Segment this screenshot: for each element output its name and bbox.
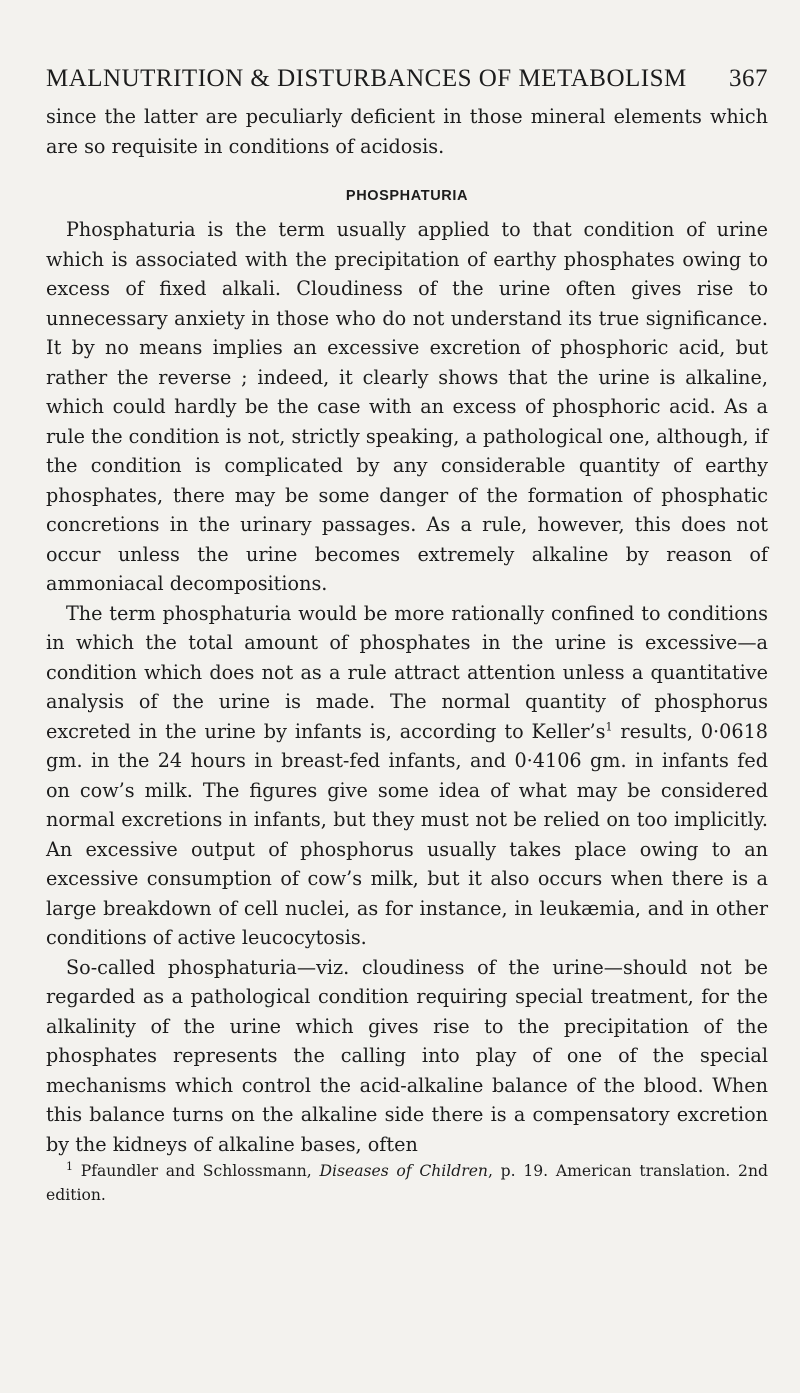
intro-paragraph: since the latter are peculiarly deficient in those mineral elements which are so requisite in conditions of acidosis. xyxy=(46,105,768,158)
running-head xyxy=(46,64,768,94)
section-heading: PHOSPHATURIA xyxy=(345,188,469,204)
page-number: 367 xyxy=(729,65,768,92)
footnote-authors: Pfaundler and Schlossmann, xyxy=(73,1162,320,1180)
paragraph-term-continuation: results, 0·0618 gm. in the 24 hours in breast-fed infants, and 0·4106 gm. in infants fed on cow’s milk. xyxy=(46,719,768,802)
footnote-citation: , p. 19. American translation. 2nd edition. xyxy=(46,1162,768,1204)
paragraph-term xyxy=(46,599,768,953)
footnote-mark: 1 xyxy=(66,1159,73,1173)
book-page xyxy=(46,64,768,1207)
footnote xyxy=(46,1159,768,1207)
running-title: MALNUTRITION & DISTURBANCES OF METABOLISM xyxy=(46,65,687,92)
paragraph-so-called: So-called phosphaturia—viz. cloudiness of the urine—should not be regarded as a pathological condition requiring special treatment, for the alkalinity of the urine which gives rise to the precipitation of the phosphates represents the calling into play of one of the special mechanisms which control the acid-alkaline balance of the blood. When this balance turns on the alkaline side there is a compensatory excretion by the kidneys of alkaline bases, often xyxy=(46,955,768,1156)
paragraph-figures: The figures give some idea of what may be considered normal excretions in infants, but they must not be relied on too implicitly. An excessive output of phosphorus usually takes place owing to an excessive consumption of cow’s milk, but it also occurs when there is a large breakdown of cell nuclei, as for instance, in leukæmia, and in other conditions of active leucocytosis. xyxy=(46,778,768,949)
footnote-reference[interactable]: 1 xyxy=(605,720,613,734)
footnote-book-title: Diseases of Children xyxy=(319,1162,488,1180)
paragraph-definition: Phosphaturia is the term usually applied to that condition of urine which is associated with the precipitation of earthy phosphates owing to excess of fixed alkali. Cloudiness of the urine often gives rise to unnecessary anxiety in those who do not understand its true significance. It by no means implies an excessive excretion of phosphoric acid, but rather the reverse ; indeed, it clearly shows that the urine is alkaline, which could hardly be the case with an excess of phosphoric acid. As a rule the condition is not, strictly speaking, a pathological one, although, if the condition is complicated by any considerable quantity of earthy phosphates, there may be some danger of the formation of phosphatic concretions in the urinary passages. As a rule, however, this does not occur unless the urine becomes extremely alkaline by reason of ammoniacal decompositions. xyxy=(46,218,768,595)
paragraph-term-text: The term phosphaturia would be more rationally confined to conditions in which the total amount of phosphates in the urine is excessive—a condition which does not as a rule attract attention unless a quantitative analysis of the urine is made. The normal quantity of phosphorus excreted in the urine by infants is, according to Keller’s xyxy=(46,601,768,743)
